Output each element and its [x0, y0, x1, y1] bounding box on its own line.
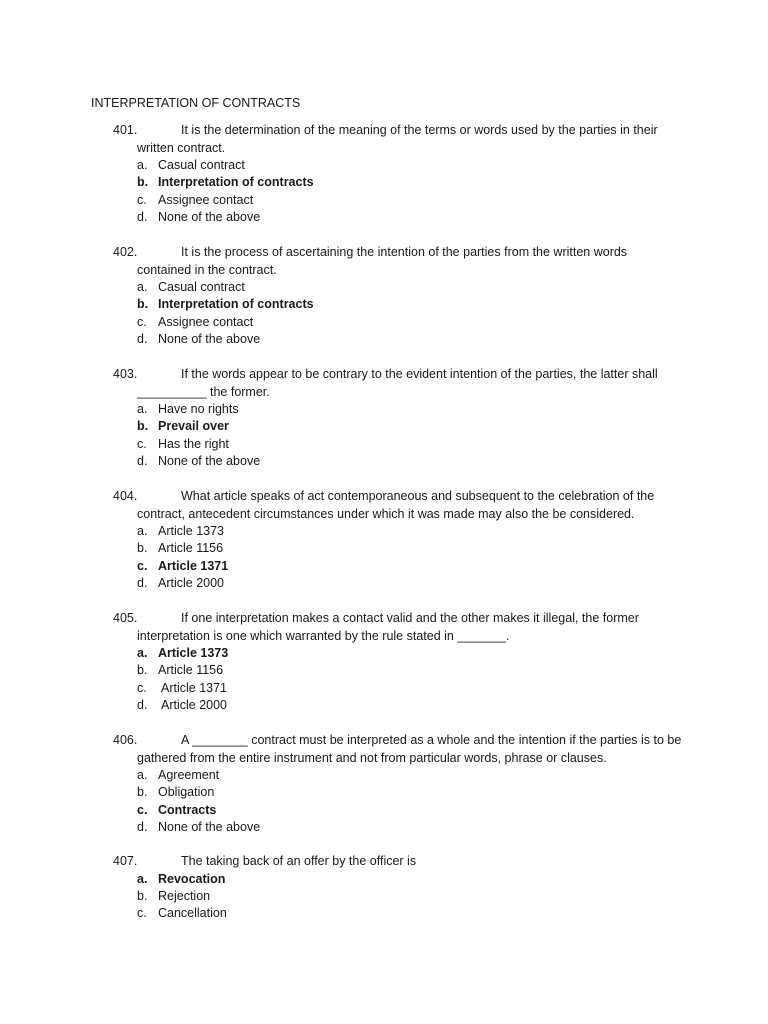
question-401: [0, 122, 768, 227]
options-list: [0, 157, 768, 227]
option-text: Have no rights: [158, 402, 239, 416]
question-number: 407.: [113, 854, 138, 868]
option-text: None of the above: [158, 332, 261, 347]
question-405: [0, 610, 768, 715]
option-text: None of the above: [158, 820, 261, 835]
option-text: Article 1156: [158, 663, 224, 678]
option-text: Article 1371: [161, 680, 228, 695]
option-text: Casual contract: [158, 280, 245, 294]
option-text: Cancellation: [158, 906, 227, 921]
option-c: [0, 192, 768, 209]
option-letter: d.: [137, 332, 148, 347]
option-b: [0, 540, 768, 557]
option-c: [0, 802, 768, 819]
option-letter: b.: [137, 541, 148, 556]
option-c: [0, 905, 768, 922]
option-letter: b.: [137, 785, 148, 800]
option-b: [0, 662, 768, 679]
option-c: [0, 558, 768, 575]
question-text: It is the determination of the meaning of the terms or words used by the parties in their written contract.: [137, 123, 658, 155]
option-letter: c.: [137, 436, 147, 451]
option-b: [0, 174, 768, 191]
option-letter: a.: [137, 871, 148, 886]
question-number: 401.: [113, 123, 138, 137]
option-text: Obligation: [158, 785, 215, 800]
option-text: Assignee contact: [158, 192, 254, 207]
question-text: If one interpretation makes a contact valid and the other makes it illegal, the former interpretation is one which warranted by the rule stated in _______.: [137, 611, 639, 643]
option-b: [0, 888, 768, 905]
option-text: Article 1156: [158, 541, 224, 556]
option-text: Revocation: [158, 871, 226, 886]
option-a: [0, 871, 768, 888]
document-title: INTERPRETATION OF CONTRACTS: [91, 96, 301, 110]
option-letter: c.: [137, 314, 147, 329]
question-402: [0, 244, 768, 349]
options-list: [0, 279, 768, 349]
question-text: If the words appear to be contrary to the evident intention of the parties, the latter shall __________ the former.: [137, 367, 658, 399]
option-d: [0, 331, 768, 348]
option-letter: b.: [137, 888, 148, 903]
option-text: Interpretation of contracts: [158, 175, 314, 190]
question-stem: [0, 488, 768, 523]
option-c: [0, 680, 768, 697]
option-text: None of the above: [158, 210, 261, 225]
option-letter: b.: [137, 175, 149, 190]
option-d: [0, 575, 768, 592]
option-b: [0, 296, 768, 313]
option-letter: c.: [137, 802, 148, 817]
option-letter: c.: [137, 906, 147, 921]
option-text: Article 2000: [161, 698, 228, 713]
option-letter: d.: [137, 820, 148, 835]
option-d: [0, 453, 768, 470]
option-letter: b.: [137, 419, 149, 434]
question-number: 404.: [113, 489, 138, 503]
question-stem: [0, 122, 768, 157]
option-text: Agreement: [158, 768, 220, 782]
question-text: A ________ contract must be interpreted as a whole and the intention if the parties is to be gathered from the entire instrument and not from particular words, phrase or clauses.: [137, 733, 682, 765]
option-text: Article 1373: [158, 646, 229, 660]
option-text: None of the above: [158, 454, 261, 469]
question-stem: [0, 366, 768, 401]
question-number: 403.: [113, 367, 138, 381]
option-text: Prevail over: [158, 419, 229, 434]
option-text: Article 2000: [158, 576, 225, 591]
option-letter: a.: [137, 646, 148, 660]
question-text: What article speaks of act contemporaneous and subsequent to the celebration of the contract, antecedent circumstances under which it was made may also the be considered.: [137, 489, 655, 521]
option-letter: d.: [137, 210, 148, 225]
question-text: The taking back of an offer by the officer is: [181, 854, 417, 868]
question-404: [0, 488, 768, 593]
options-list: [0, 523, 768, 593]
option-d: [0, 209, 768, 226]
option-letter: c.: [137, 192, 147, 207]
option-a: [0, 279, 768, 296]
question-text: It is the process of ascertaining the intention of the parties from the written words contained in the contract.: [137, 245, 628, 277]
options-list: [0, 645, 768, 715]
option-letter: c.: [137, 680, 147, 695]
question-stem: [0, 610, 768, 645]
option-text: Article 1371: [158, 558, 229, 573]
option-text: Interpretation of contracts: [158, 297, 314, 312]
option-letter: a.: [137, 402, 148, 416]
option-c: [0, 436, 768, 453]
option-b: [0, 418, 768, 435]
option-letter: d.: [137, 698, 148, 713]
option-text: Rejection: [158, 888, 211, 903]
option-letter: d.: [137, 576, 148, 591]
option-text: Article 1373: [158, 524, 225, 538]
option-a: [0, 523, 768, 540]
option-a: [0, 645, 768, 662]
option-letter: c.: [137, 558, 148, 573]
question-number: 405.: [113, 611, 138, 625]
option-letter: a.: [137, 280, 148, 294]
question-number: 406.: [113, 733, 138, 747]
option-letter: d.: [137, 454, 148, 469]
question-stem: [0, 732, 768, 767]
option-c: [0, 314, 768, 331]
question-stem: [0, 244, 768, 279]
question-407: [0, 853, 768, 923]
option-a: [0, 767, 768, 784]
option-text: Has the right: [158, 436, 229, 451]
option-a: [0, 157, 768, 174]
option-letter: b.: [137, 297, 149, 312]
option-text: Casual contract: [158, 158, 245, 172]
question-403: [0, 366, 768, 471]
options-list: [0, 871, 768, 923]
option-text: Assignee contact: [158, 314, 254, 329]
option-letter: b.: [137, 663, 148, 678]
option-d: [0, 819, 768, 836]
option-d: [0, 697, 768, 714]
options-list: [0, 767, 768, 837]
options-list: [0, 401, 768, 471]
option-letter: a.: [137, 158, 148, 172]
option-letter: a.: [137, 524, 148, 538]
option-text: Contracts: [158, 802, 217, 817]
question-stem: [0, 853, 768, 871]
option-a: [0, 401, 768, 418]
option-b: [0, 784, 768, 801]
question-406: [0, 732, 768, 837]
question-number: 402.: [113, 245, 138, 259]
option-letter: a.: [137, 768, 148, 782]
